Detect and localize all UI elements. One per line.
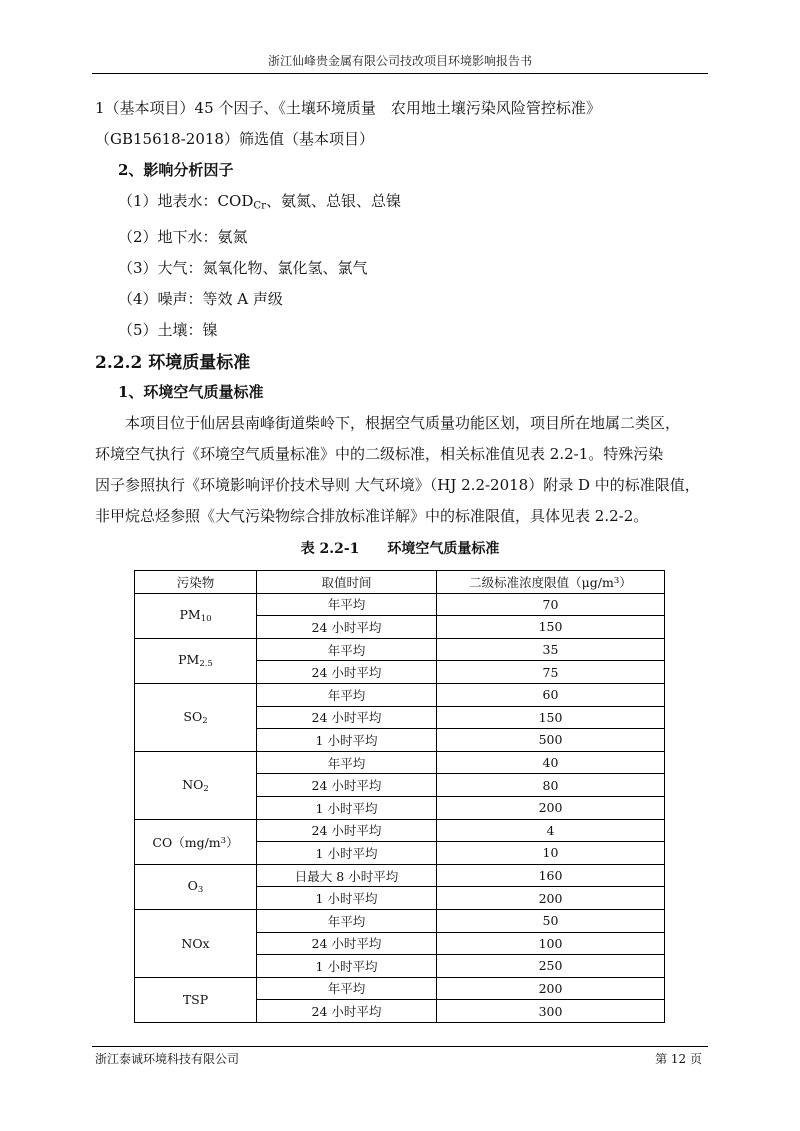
period-cell: 1 小时平均 [257,887,437,910]
table-body [135,593,665,1022]
pollutant-cell: $PM_{10}$ [135,593,257,638]
limit-value-cell: 250 [437,955,665,978]
period-cell: 年平均 [257,977,437,1000]
table-row [135,683,665,706]
period-cell: 24 小时平均 [257,1000,437,1023]
period-cell: 24 小时平均 [257,932,437,955]
table-caption: 表 2.2-1 环境空气质量标准 [300,541,500,557]
limit-value-cell: 35 [437,638,665,661]
period-cell: 1 小时平均 [257,729,437,752]
period-cell: 24 小时平均 [257,616,437,639]
limit-value-cell: 150 [437,706,665,729]
page-header: 浙江仙峰贵金属有限公司技改项目环境影响报告书 [267,54,532,68]
period-cell: 年平均 [257,683,437,706]
limit-value-cell: 500 [437,729,665,752]
air-standard-heading: 1、环境空气质量标准 [118,383,264,401]
pollutant-cell: $PM_{2.5}$ [135,638,257,683]
factors-heading: 2、影响分析因子 [118,161,234,179]
period-cell: 24 小时平均 [257,774,437,797]
air-quality-table [134,570,665,1023]
intro-line-1: 1（基本项目）45 个因子、《土壤环境质量 农用地土壤污染风险管控标准》 [95,99,601,117]
factor-list [118,186,730,346]
table-row [135,864,665,887]
table-row [135,593,665,616]
limit-value-cell: 60 [437,683,665,706]
limit-value-cell: 80 [437,774,665,797]
footer-company: 浙江泰诚环境科技有限公司 [95,1052,240,1066]
limit-value-cell: 75 [437,661,665,684]
pollutant-cell: NOx [135,909,257,977]
footer-page-number: 第 12 页 [655,1052,702,1066]
period-cell: 24 小时平均 [257,819,437,842]
header-rule [92,73,708,74]
limit-value-cell: 200 [437,796,665,819]
header-pollutant: 污染物 [135,571,257,594]
factor-soil: （5）土壤：镍 [118,320,218,339]
factor-noise: （4）噪声：等效 A 声级 [118,289,283,308]
table-row [135,909,665,932]
pollutant-cell: TSP [135,977,257,1022]
period-cell: 年平均 [257,638,437,661]
period-cell: 24 小时平均 [257,706,437,729]
footer-rule [92,1046,708,1047]
intro-line-2: （GB15618-2018）筛选值（基本项目） [95,130,374,148]
period-cell: 1 小时平均 [257,796,437,819]
table-row [135,751,665,774]
limit-value-cell: 200 [437,977,665,1000]
body-line-3: 因子参照执行《环境影响评价技术导则 大气环境》（HJ 2.2-2018）附录 D 中的标准限值， [95,476,700,494]
period-cell: 年平均 [257,751,437,774]
pollutant-cell: $SO_2$ [135,683,257,751]
limit-value-cell: 150 [437,616,665,639]
pollutant-cell: $NO_2$ [135,751,257,819]
body-line-1: 本项目位于仙居县南峰街道柴岭下，根据空气质量功能区划，项目所在地属二类区， [125,414,681,432]
intro-paragraph [95,93,707,155]
header-period: 取值时间 [257,571,437,594]
limit-value-cell: 100 [437,932,665,955]
factor-groundwater: （2）地下水：氨氮 [118,227,248,246]
limit-value-cell: 10 [437,842,665,865]
table-header-row [135,571,665,594]
period-cell: 1 小时平均 [257,842,437,865]
body-paragraph [95,408,707,532]
factor-surface-water: （1）地表水：$COD_{Cr}$、氨氮、总银、总镍 [118,192,402,212]
body-line-4: 非甲烷总烃参照《大气污染物综合排放标准详解》中的标准限值，具体见表 2.2-2。 [95,507,649,525]
limit-value-cell: 160 [437,864,665,887]
limit-value-cell: 70 [437,593,665,616]
table-row [135,638,665,661]
limit-value-cell: 40 [437,751,665,774]
pollutant-cell: $O_3$ [135,864,257,909]
period-cell: 日最大 8 小时平均 [257,864,437,887]
period-cell: 年平均 [257,593,437,616]
limit-value-cell: 300 [437,1000,665,1023]
factor-air: （3）大气：氮氧化物、氯化氢、氯气 [118,258,368,277]
table-row [135,977,665,1000]
limit-value-cell: 200 [437,887,665,910]
body-line-2: 环境空气执行《环境空气质量标准》中的二级标准，相关标准值见表 2.2-1。特殊污染 [95,445,664,463]
pollutant-cell: $CO(mg/m^3)$ [135,819,257,864]
section-title: 2.2.2 环境质量标准 [95,353,251,373]
period-cell: 24 小时平均 [257,661,437,684]
limit-value-cell: 50 [437,909,665,932]
header-limit: 二级标准浓度限值$(\mu g/m^3)$ [437,571,665,594]
limit-value-cell: 4 [437,819,665,842]
period-cell: 1 小时平均 [257,955,437,978]
period-cell: 年平均 [257,909,437,932]
table-row [135,819,665,842]
